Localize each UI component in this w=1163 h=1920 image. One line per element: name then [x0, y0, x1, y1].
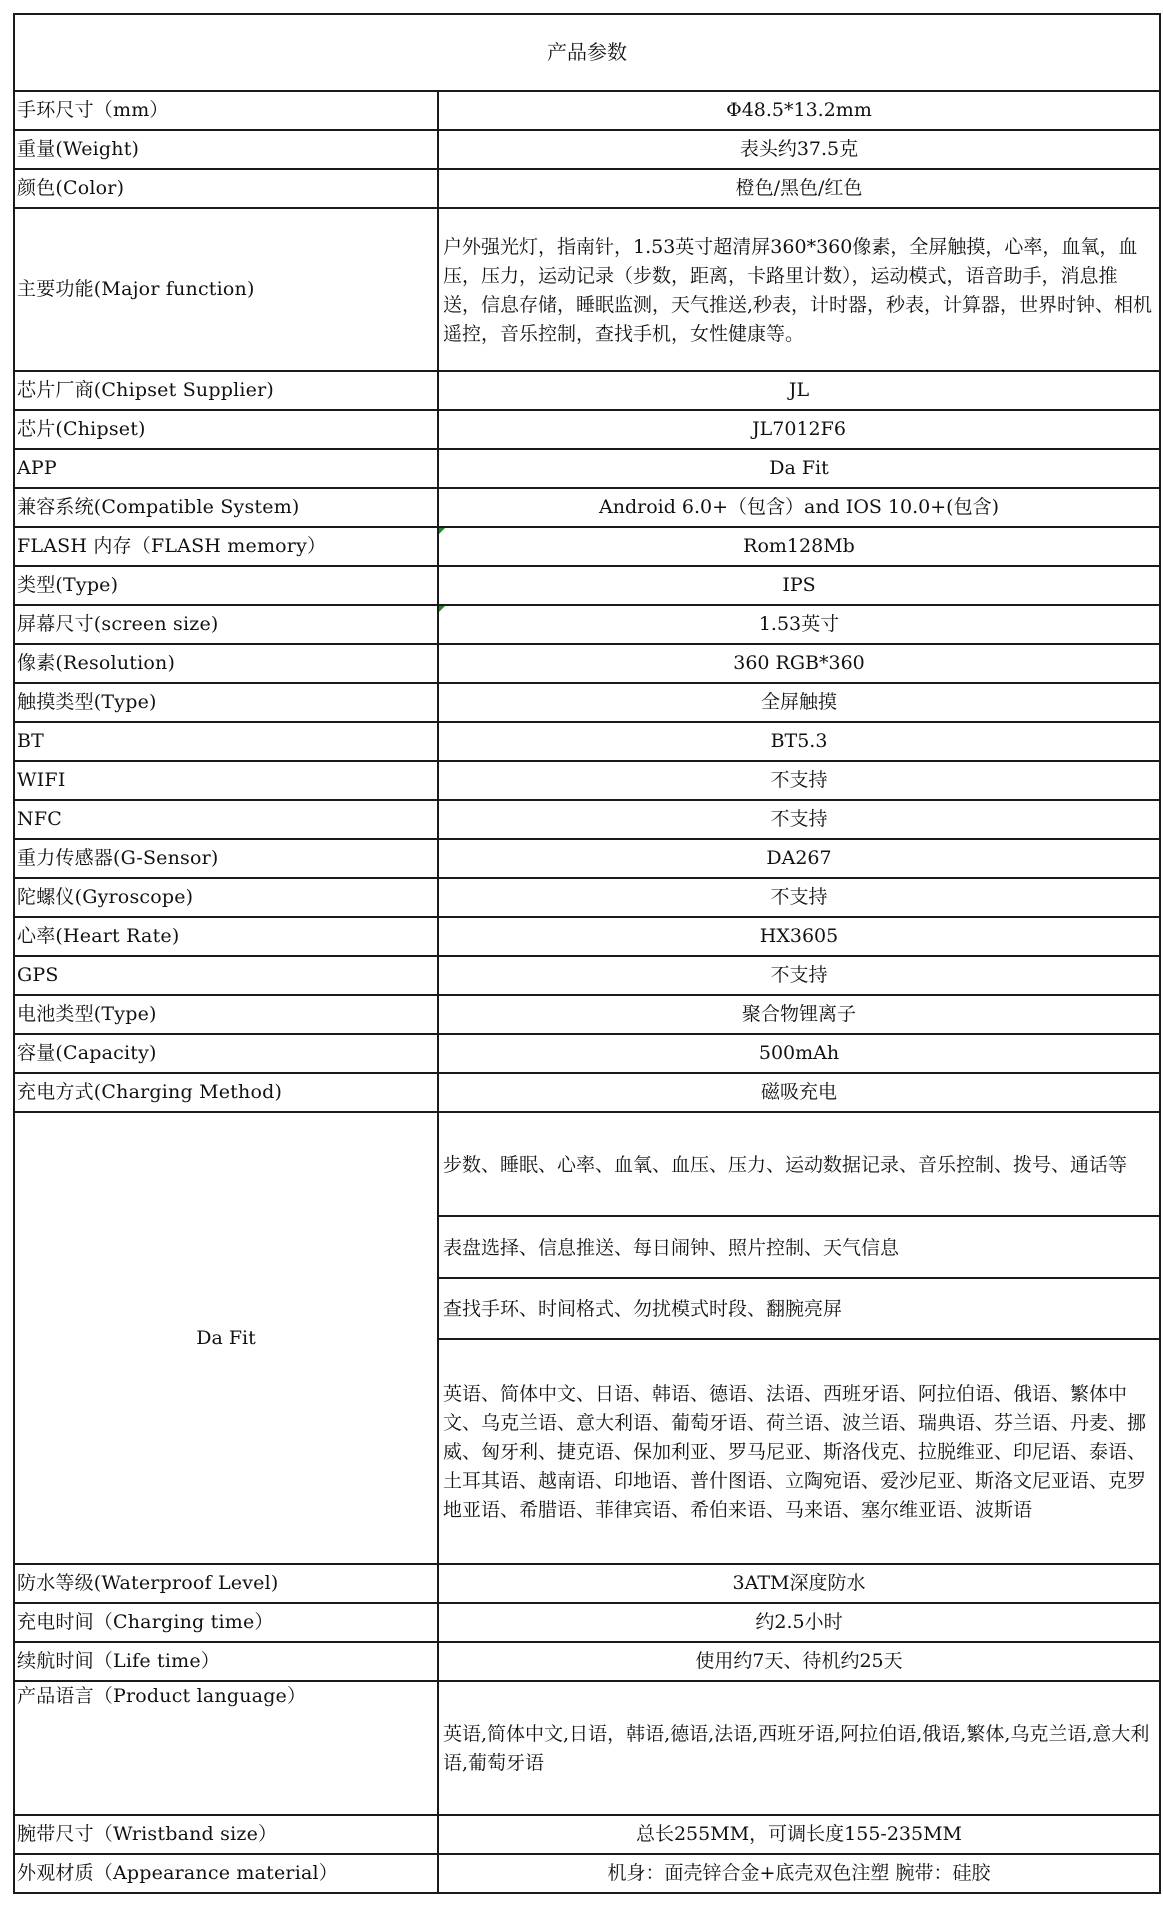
table-row	[14, 683, 1160, 722]
row-value-chipset: JL7012F6	[438, 410, 1160, 449]
row-value-type: IPS	[438, 566, 1160, 605]
table-row	[14, 130, 1160, 169]
row-value-charging-time: 约2.5小时	[438, 1603, 1160, 1642]
row-label-wifi: WIFI	[14, 761, 438, 800]
row-label-color: 颜色(Color)	[14, 169, 438, 208]
row-label-size: 手环尺寸（mm）	[14, 91, 438, 130]
dafit-item-features: 表盘选择、信息推送、每日闹钟、照片控制、天气信息	[438, 1216, 1160, 1278]
row-label-screen-size: 屏幕尺寸(screen size)	[14, 605, 438, 644]
row-value-app: Da Fit	[438, 449, 1160, 488]
comment-marker-icon	[439, 528, 445, 534]
table-row	[14, 566, 1160, 605]
table-row	[14, 488, 1160, 527]
table-row	[14, 527, 1160, 566]
row-value-chipset-supplier: JL	[438, 371, 1160, 410]
table-row	[14, 917, 1160, 956]
table-row	[14, 800, 1160, 839]
row-label-waterproof: 防水等级(Waterproof Level)	[14, 1564, 438, 1603]
table-row	[14, 956, 1160, 995]
dafit-label: Da Fit	[14, 1112, 438, 1564]
row-value-wristband-size: 总长255MM，可调长度155-235MM	[438, 1815, 1160, 1854]
row-label-chipset-supplier: 芯片厂商(Chipset Supplier)	[14, 371, 438, 410]
comment-marker-icon	[439, 606, 445, 612]
table-row	[14, 722, 1160, 761]
row-value-product-language: 英语,简体中文,日语，韩语,德语,法语,西班牙语,阿拉伯语,俄语,繁体,乌克兰语,意大利语,葡萄牙语	[438, 1681, 1160, 1815]
row-label-charging-method: 充电方式(Charging Method)	[14, 1073, 438, 1112]
row-label-major-function: 主要功能(Major function)	[14, 208, 438, 371]
table-row	[14, 878, 1160, 917]
table-row	[14, 644, 1160, 683]
row-value-g-sensor: DA267	[438, 839, 1160, 878]
table-row	[14, 208, 1160, 371]
row-value-appearance-material: 机身：面壳锌合金+底壳双色注塑 腕带：硅胶	[438, 1854, 1160, 1893]
row-value-screen-size	[438, 605, 1160, 644]
row-label-charging-time: 充电时间（Charging time）	[14, 1603, 438, 1642]
table-row	[14, 410, 1160, 449]
dafit-item-data: 步数、睡眠、心率、血氧、血压、压力、运动数据记录、音乐控制、拨号、通话等	[438, 1112, 1160, 1216]
table-row	[14, 839, 1160, 878]
dafit-item-settings: 查找手环、时间格式、勿扰模式时段、翻腕亮屏	[438, 1278, 1160, 1339]
table-row	[14, 1681, 1160, 1815]
row-value-size: Φ48.5*13.2mm	[438, 91, 1160, 130]
row-value-major-function: 户外强光灯，指南针，1.53英寸超清屏360*360像素，全屏触摸，心率，血氧，血压，压力，运动记录（步数，距离，卡路里计数），运动模式，语音助手，消息推送，信息存储，睡眠监测，天气推送,秒表，计时器，秒表，计算器，世界时钟、相机遥控，音乐控制，查找手机，女性健康等。	[438, 208, 1160, 371]
row-label-compatible-system: 兼容系统(Compatible System)	[14, 488, 438, 527]
row-label-chipset: 芯片(Chipset)	[14, 410, 438, 449]
table-row	[14, 1642, 1160, 1681]
table-row	[14, 761, 1160, 800]
table-row	[14, 1564, 1160, 1603]
row-value-weight: 表头约37.5克	[438, 130, 1160, 169]
table-row	[14, 1034, 1160, 1073]
flash-memory-text: Rom128Mb	[743, 535, 855, 557]
row-value-bt: BT5.3	[438, 722, 1160, 761]
row-label-life-time: 续航时间（Life time）	[14, 1642, 438, 1681]
table-row	[14, 91, 1160, 130]
row-value-touch-type: 全屏触摸	[438, 683, 1160, 722]
row-value-gyroscope: 不支持	[438, 878, 1160, 917]
table-title: 产品参数	[14, 14, 1160, 91]
row-value-heart-rate: HX3605	[438, 917, 1160, 956]
row-label-nfc: NFC	[14, 800, 438, 839]
row-value-flash-memory	[438, 527, 1160, 566]
dafit-item-languages: 英语、简体中文、日语、韩语、德语、法语、西班牙语、阿拉伯语、俄语、繁体中文、乌克兰语、意大利语、葡萄牙语、荷兰语、波兰语、瑞典语、芬兰语、丹麦、挪威、匈牙利、捷克语、保加利亚、罗马尼亚、斯洛伐克、拉脱维亚、印尼语、泰语、土耳其语、越南语、印地语、普什图语、立陶宛语、爱沙尼亚、斯洛文尼亚语、克罗地亚语、希腊语、菲律宾语、希伯来语、马来语、塞尔维亚语、波斯语	[438, 1339, 1160, 1564]
table-row	[14, 169, 1160, 208]
table-row	[14, 1815, 1160, 1854]
table-row	[14, 371, 1160, 410]
row-label-app: APP	[14, 449, 438, 488]
row-label-touch-type: 触摸类型(Type)	[14, 683, 438, 722]
table-row	[14, 1603, 1160, 1642]
row-value-waterproof: 3ATM深度防水	[438, 1564, 1160, 1603]
table-row	[14, 1854, 1160, 1893]
row-label-resolution: 像素(Resolution)	[14, 644, 438, 683]
table-row	[14, 1112, 1160, 1216]
row-value-capacity: 500mAh	[438, 1034, 1160, 1073]
row-label-capacity: 容量(Capacity)	[14, 1034, 438, 1073]
row-label-flash-memory: FLASH 内存（FLASH memory）	[14, 527, 438, 566]
row-label-weight: 重量(Weight)	[14, 130, 438, 169]
row-label-type: 类型(Type)	[14, 566, 438, 605]
row-label-gps: GPS	[14, 956, 438, 995]
row-label-bt: BT	[14, 722, 438, 761]
row-value-resolution: 360 RGB*360	[438, 644, 1160, 683]
row-value-color: 橙色/黑色/红色	[438, 169, 1160, 208]
table-row	[14, 1073, 1160, 1112]
row-value-life-time: 使用约7天、待机约25天	[438, 1642, 1160, 1681]
row-label-heart-rate: 心率(Heart Rate)	[14, 917, 438, 956]
row-value-battery-type: 聚合物锂离子	[438, 995, 1160, 1034]
row-label-wristband-size: 腕带尺寸（Wristband size）	[14, 1815, 438, 1854]
table-row	[14, 605, 1160, 644]
row-label-gyroscope: 陀螺仪(Gyroscope)	[14, 878, 438, 917]
row-label-g-sensor: 重力传感器(G-Sensor)	[14, 839, 438, 878]
row-label-product-language: 产品语言（Product language）	[14, 1681, 438, 1815]
spec-table	[13, 13, 1161, 1894]
row-value-nfc: 不支持	[438, 800, 1160, 839]
table-row	[14, 449, 1160, 488]
row-value-wifi: 不支持	[438, 761, 1160, 800]
table-row	[14, 995, 1160, 1034]
row-label-battery-type: 电池类型(Type)	[14, 995, 438, 1034]
row-value-gps: 不支持	[438, 956, 1160, 995]
screen-size-text: 1.53英寸	[758, 613, 840, 635]
row-label-appearance-material: 外观材质（Appearance material）	[14, 1854, 438, 1893]
row-value-compatible-system: Android 6.0+（包含）and IOS 10.0+(包含)	[438, 488, 1160, 527]
row-value-charging-method: 磁吸充电	[438, 1073, 1160, 1112]
